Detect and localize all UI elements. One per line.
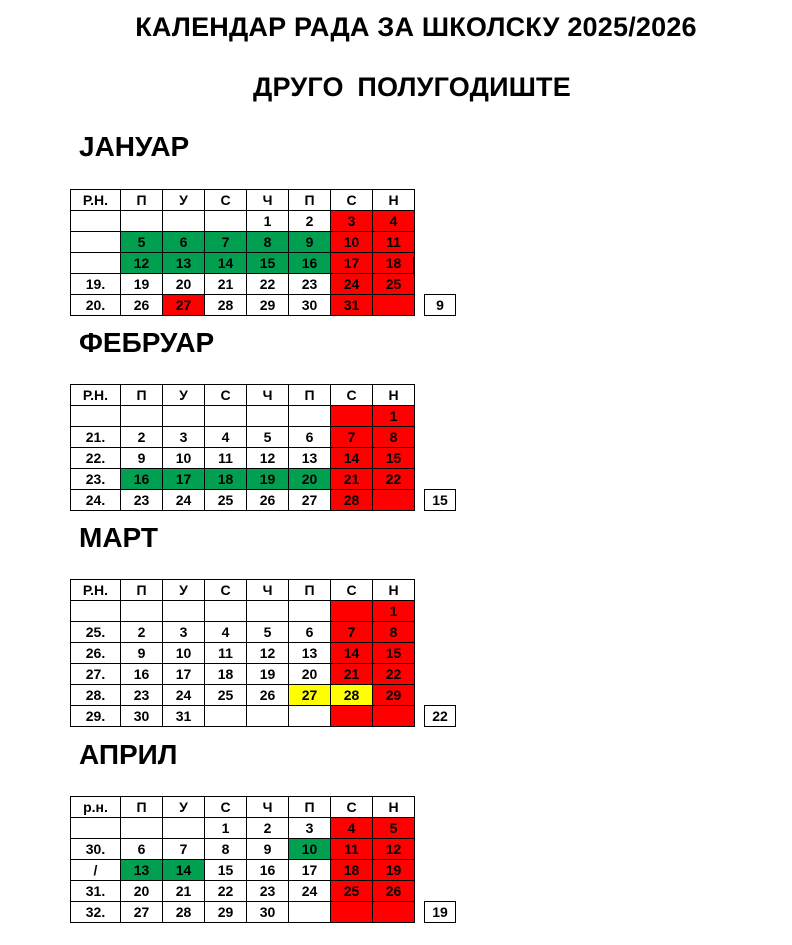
- day-cell: 29: [373, 685, 415, 706]
- week-row: [71, 274, 456, 295]
- day-cell: 2: [247, 818, 289, 839]
- day-cell: 21: [205, 274, 247, 295]
- day-cell: 14: [205, 253, 247, 274]
- week-row: [71, 818, 456, 839]
- day-cell: 12: [247, 448, 289, 469]
- day-cell: 23: [289, 274, 331, 295]
- week-row: [71, 601, 456, 622]
- day-cell: 6: [163, 232, 205, 253]
- week-number-cell: 26.: [71, 643, 121, 664]
- day-cell: 7: [331, 427, 373, 448]
- day-cell: [289, 406, 331, 427]
- month-title-january: ЈАНУАР: [79, 131, 190, 162]
- day-cell: 11: [205, 448, 247, 469]
- day-cell: 9: [247, 839, 289, 860]
- weekday-header: П: [289, 190, 331, 211]
- day-cell: 4: [373, 211, 415, 232]
- day-cell: 16: [247, 860, 289, 881]
- weekday-header: Н: [373, 797, 415, 818]
- day-cell: [373, 706, 415, 727]
- day-cell: 22: [247, 274, 289, 295]
- week-number-cell: [71, 211, 121, 232]
- weekday-header: У: [163, 190, 205, 211]
- week-number-header: Р.Н.: [71, 385, 121, 406]
- day-cell: 4: [331, 818, 373, 839]
- day-cell: [373, 902, 415, 923]
- day-cell: [121, 211, 163, 232]
- weekday-header: Ч: [247, 797, 289, 818]
- weekday-header: П: [121, 385, 163, 406]
- day-cell: [205, 211, 247, 232]
- week-number-cell: 29.: [71, 706, 121, 727]
- day-cell: [247, 706, 289, 727]
- weekday-header: У: [163, 580, 205, 601]
- weekday-header: С: [331, 190, 373, 211]
- day-cell: 9: [121, 643, 163, 664]
- day-cell: [247, 406, 289, 427]
- weekday-header: Ч: [247, 580, 289, 601]
- day-cell: 8: [247, 232, 289, 253]
- day-cell: 30: [289, 295, 331, 316]
- day-cell: 8: [205, 839, 247, 860]
- header-row: [71, 580, 456, 601]
- day-cell: [331, 902, 373, 923]
- day-cell: 16: [121, 664, 163, 685]
- day-cell: 27: [163, 295, 205, 316]
- working-days-count: 9: [425, 295, 456, 316]
- week-row: [71, 860, 456, 881]
- day-cell: [205, 601, 247, 622]
- day-cell: 2: [289, 211, 331, 232]
- week-number-cell: 25.: [71, 622, 121, 643]
- day-cell: 6: [289, 427, 331, 448]
- week-row: [71, 406, 456, 427]
- day-cell: 1: [247, 211, 289, 232]
- weekday-header: С: [331, 580, 373, 601]
- weekday-header: Н: [373, 190, 415, 211]
- day-cell: [163, 406, 205, 427]
- day-cell: [331, 406, 373, 427]
- day-cell: 28: [205, 295, 247, 316]
- day-cell: 16: [289, 253, 331, 274]
- day-cell: 20: [289, 664, 331, 685]
- week-row: [71, 839, 456, 860]
- day-cell: 20: [289, 469, 331, 490]
- working-days-count: 22: [425, 706, 456, 727]
- month-title-february: ФЕБРУАР: [79, 327, 215, 358]
- day-cell: [289, 706, 331, 727]
- weekday-header: С: [205, 797, 247, 818]
- week-row: [71, 295, 456, 316]
- weekday-header: Н: [373, 385, 415, 406]
- day-cell: 18: [205, 664, 247, 685]
- day-cell: [205, 706, 247, 727]
- day-cell: [331, 706, 373, 727]
- day-cell: [373, 295, 415, 316]
- day-cell: 7: [331, 622, 373, 643]
- week-number-cell: [71, 232, 121, 253]
- week-number-cell: 30.: [71, 839, 121, 860]
- week-number-cell: [71, 601, 121, 622]
- weekday-header: П: [289, 797, 331, 818]
- day-cell: 5: [373, 818, 415, 839]
- day-cell: 1: [373, 601, 415, 622]
- day-cell: 10: [289, 839, 331, 860]
- day-cell: 13: [289, 643, 331, 664]
- spacer: [415, 706, 425, 727]
- weekday-header: Ч: [247, 385, 289, 406]
- text-cursor: [413, 257, 415, 274]
- week-number-cell: 28.: [71, 685, 121, 706]
- day-cell: 29: [205, 902, 247, 923]
- weekday-header: С: [331, 385, 373, 406]
- day-cell: 6: [289, 622, 331, 643]
- header-row: [71, 797, 456, 818]
- spacer: [415, 490, 425, 511]
- week-number-header: Р.Н.: [71, 190, 121, 211]
- day-cell: 13: [163, 253, 205, 274]
- day-cell: 7: [205, 232, 247, 253]
- day-cell: 17: [163, 469, 205, 490]
- week-number-cell: 22.: [71, 448, 121, 469]
- week-number-cell: 27.: [71, 664, 121, 685]
- day-cell: 19: [247, 664, 289, 685]
- day-cell: 10: [163, 643, 205, 664]
- day-cell: 19: [373, 860, 415, 881]
- day-cell: 6: [121, 839, 163, 860]
- week-number-header: р.н.: [71, 797, 121, 818]
- day-cell: 27: [289, 490, 331, 511]
- week-row: [71, 685, 456, 706]
- day-cell: 4: [205, 427, 247, 448]
- week-row: [71, 211, 456, 232]
- day-cell: 26: [121, 295, 163, 316]
- week-number-cell: 19.: [71, 274, 121, 295]
- day-cell: 9: [289, 232, 331, 253]
- day-cell: 28: [331, 490, 373, 511]
- week-row: [71, 622, 456, 643]
- month-title-march: МАРТ: [79, 522, 158, 553]
- weekday-header: Ч: [247, 190, 289, 211]
- calendar-february: [70, 384, 456, 511]
- week-number-cell: 23.: [71, 469, 121, 490]
- day-cell: 4: [205, 622, 247, 643]
- day-cell: 23: [247, 881, 289, 902]
- header-row: [71, 385, 456, 406]
- calendar-january: [70, 189, 456, 316]
- day-cell: 17: [289, 860, 331, 881]
- day-cell: 31: [331, 295, 373, 316]
- day-cell: [205, 406, 247, 427]
- day-cell: 17: [163, 664, 205, 685]
- day-cell: 24: [163, 490, 205, 511]
- spacer: [415, 902, 425, 923]
- weekday-header: П: [121, 580, 163, 601]
- day-cell: [289, 601, 331, 622]
- week-row: [71, 469, 456, 490]
- day-cell: [331, 601, 373, 622]
- day-cell: 15: [205, 860, 247, 881]
- day-cell: 3: [289, 818, 331, 839]
- week-row: [71, 664, 456, 685]
- header-row: [71, 190, 456, 211]
- day-cell: 3: [163, 622, 205, 643]
- week-number-cell: [71, 818, 121, 839]
- day-cell: 14: [331, 448, 373, 469]
- day-cell: 25: [205, 490, 247, 511]
- day-cell: 18: [205, 469, 247, 490]
- week-row: [71, 490, 456, 511]
- day-cell: 26: [247, 490, 289, 511]
- day-cell: [121, 818, 163, 839]
- day-cell: 23: [121, 490, 163, 511]
- day-cell: 3: [163, 427, 205, 448]
- day-cell: 16: [121, 469, 163, 490]
- day-cell: 29: [247, 295, 289, 316]
- day-cell: 19: [121, 274, 163, 295]
- working-days-count: 19: [425, 902, 456, 923]
- week-number-cell: 31.: [71, 881, 121, 902]
- weekday-header: П: [289, 580, 331, 601]
- weekday-header: П: [289, 385, 331, 406]
- day-cell: 14: [331, 643, 373, 664]
- day-cell: 21: [331, 469, 373, 490]
- day-cell: 18: [331, 860, 373, 881]
- day-cell: 27: [289, 685, 331, 706]
- day-cell: 8: [373, 427, 415, 448]
- day-cell: 13: [289, 448, 331, 469]
- calendar-march: [70, 579, 456, 727]
- day-cell: 14: [163, 860, 205, 881]
- week-row: [71, 902, 456, 923]
- day-cell: 27: [121, 902, 163, 923]
- day-cell: 22: [373, 469, 415, 490]
- weekday-header: С: [205, 190, 247, 211]
- day-cell: 17: [331, 253, 373, 274]
- day-cell: [247, 601, 289, 622]
- day-cell: 12: [121, 253, 163, 274]
- week-row: [71, 427, 456, 448]
- day-cell: 26: [247, 685, 289, 706]
- week-number-header: Р.Н.: [71, 580, 121, 601]
- weekday-header: П: [121, 797, 163, 818]
- day-cell: [121, 406, 163, 427]
- day-cell: 10: [331, 232, 373, 253]
- month-title-april: АПРИЛ: [79, 739, 178, 770]
- week-row: [71, 706, 456, 727]
- day-cell: 15: [247, 253, 289, 274]
- day-cell: 15: [373, 448, 415, 469]
- weekday-header: У: [163, 797, 205, 818]
- day-cell: 5: [247, 622, 289, 643]
- day-cell: [121, 601, 163, 622]
- day-cell: 5: [121, 232, 163, 253]
- day-cell: 1: [205, 818, 247, 839]
- day-cell: 18: [373, 253, 415, 274]
- day-cell: 30: [247, 902, 289, 923]
- week-number-cell: [71, 253, 121, 274]
- week-number-cell: 20.: [71, 295, 121, 316]
- day-cell: [289, 902, 331, 923]
- day-cell: 20: [121, 881, 163, 902]
- working-days-count: 15: [425, 490, 456, 511]
- day-cell: 8: [373, 622, 415, 643]
- week-row: [71, 448, 456, 469]
- day-cell: 11: [331, 839, 373, 860]
- calendar-april: [70, 796, 456, 923]
- week-row: [71, 232, 456, 253]
- day-cell: 23: [121, 685, 163, 706]
- day-cell: 5: [247, 427, 289, 448]
- day-cell: 22: [373, 664, 415, 685]
- day-cell: 3: [331, 211, 373, 232]
- week-number-cell: [71, 406, 121, 427]
- week-row: [71, 643, 456, 664]
- day-cell: 10: [163, 448, 205, 469]
- day-cell: 7: [163, 839, 205, 860]
- day-cell: 13: [121, 860, 163, 881]
- week-number-cell: /: [71, 860, 121, 881]
- day-cell: 25: [205, 685, 247, 706]
- weekday-header: С: [205, 385, 247, 406]
- day-cell: 24: [289, 881, 331, 902]
- day-cell: 9: [121, 448, 163, 469]
- weekday-header: У: [163, 385, 205, 406]
- weekday-header: С: [331, 797, 373, 818]
- day-cell: 12: [247, 643, 289, 664]
- day-cell: 2: [121, 622, 163, 643]
- day-cell: [163, 601, 205, 622]
- day-cell: 25: [373, 274, 415, 295]
- day-cell: 28: [163, 902, 205, 923]
- day-cell: 26: [373, 881, 415, 902]
- day-cell: 21: [163, 881, 205, 902]
- day-cell: [373, 490, 415, 511]
- week-number-cell: 21.: [71, 427, 121, 448]
- weekday-header: П: [121, 190, 163, 211]
- day-cell: 22: [205, 881, 247, 902]
- day-cell: [163, 818, 205, 839]
- day-cell: 28: [331, 685, 373, 706]
- day-cell: [163, 211, 205, 232]
- day-cell: 11: [373, 232, 415, 253]
- week-row: [71, 253, 456, 274]
- day-cell: 11: [205, 643, 247, 664]
- weekday-header: С: [205, 580, 247, 601]
- week-number-cell: 24.: [71, 490, 121, 511]
- day-cell: 12: [373, 839, 415, 860]
- day-cell: 24: [331, 274, 373, 295]
- day-cell: 15: [373, 643, 415, 664]
- day-cell: 24: [163, 685, 205, 706]
- week-row: [71, 881, 456, 902]
- day-cell: 30: [121, 706, 163, 727]
- page-subtitle: ДРУГО ПОЛУГОДИШТЕ: [253, 72, 571, 102]
- day-cell: 19: [247, 469, 289, 490]
- day-cell: 21: [331, 664, 373, 685]
- day-cell: 1: [373, 406, 415, 427]
- day-cell: 20: [163, 274, 205, 295]
- spacer: [415, 295, 425, 316]
- day-cell: 31: [163, 706, 205, 727]
- week-number-cell: 32.: [71, 902, 121, 923]
- day-cell: 2: [121, 427, 163, 448]
- page-title: КАЛЕНДАР РАДА ЗА ШКОЛСКУ 2025/2026: [135, 12, 697, 42]
- day-cell: 25: [331, 881, 373, 902]
- weekday-header: Н: [373, 580, 415, 601]
